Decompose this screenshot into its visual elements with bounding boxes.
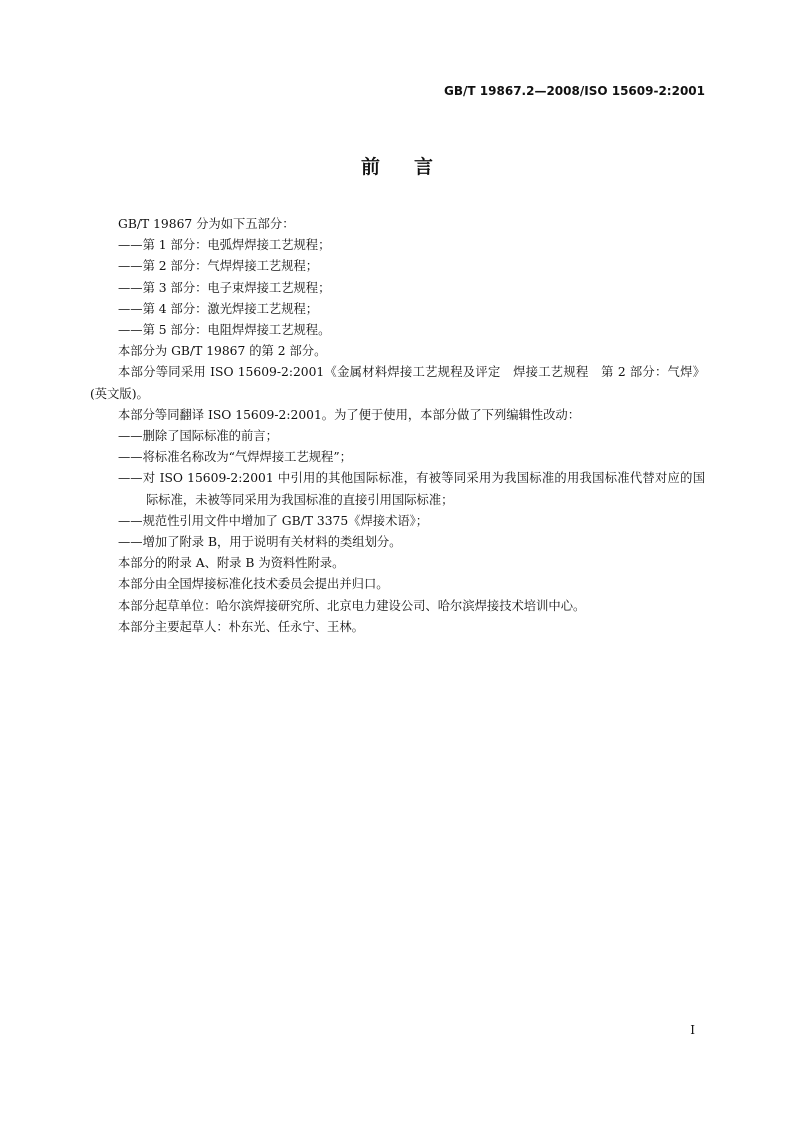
proposer-statement: 本部分由全国焊接标准化技术委员会提出并归口。 (118, 577, 389, 592)
change-item-1: ——删除了国际标准的前言； (118, 429, 278, 444)
page-number: I (690, 1023, 695, 1037)
drafting-units: 本部分起草单位：哈尔滨焊接研究所、北京电力建设公司、哈尔滨焊接技术培训中心。 (118, 598, 586, 613)
adoption-statement: 本部分等同采用 ISO 15609-2:2001《金属材料焊接工艺规程及评定 焊接工艺规程 第 2 部分：气焊》(英文版)。 (90, 365, 705, 401)
annex-statement: 本部分的附录 A、附录 B 为资料性附录。 (118, 556, 345, 571)
change-item-2: ——将标准名称改为“气焊焊接工艺规程”； (118, 450, 352, 465)
change-item-5: ——增加了附录 B，用于说明有关材料的类组划分。 (118, 535, 402, 550)
change-item-3: ——对 ISO 15609-2:2001 中引用的其他国际标准，有被等同采用为我国标准的用我国标准代替对应的国际标准，未被等同采用为我国标准的直接引用国际标准； (118, 471, 705, 507)
translation-statement: 本部分等同翻译 ISO 15609-2:2001。为了便于使用，本部分做了下列编辑性改动： (118, 407, 581, 422)
foreword-body (90, 214, 705, 638)
standard-code-header: GB/T 19867.2—2008/ISO 15609-2:2001 (444, 84, 705, 98)
part-list-item-2: ——第 2 部分：气焊焊接工艺规程； (118, 259, 319, 274)
change-item-4: ——规范性引用文件中增加了 GB/T 3375《焊接术语》； (118, 513, 429, 528)
part-list-item-5: ——第 5 部分：电阻焊焊接工艺规程。 (118, 323, 331, 338)
page-title: 前言 (360, 156, 467, 178)
part-list-item-4: ——第 4 部分：激光焊接工艺规程； (118, 301, 319, 316)
part-list-item-1: ——第 1 部分：电弧焊焊接工艺规程； (118, 238, 331, 253)
drafters: 本部分主要起草人：朴东光、任永宁、王林。 (118, 619, 364, 634)
part-statement: 本部分为 GB/T 19867 的第 2 部分。 (118, 344, 327, 359)
intro-paragraph: GB/T 19867 分为如下五部分： (118, 217, 295, 231)
part-list-item-3: ——第 3 部分：电子束焊接工艺规程； (118, 280, 331, 295)
